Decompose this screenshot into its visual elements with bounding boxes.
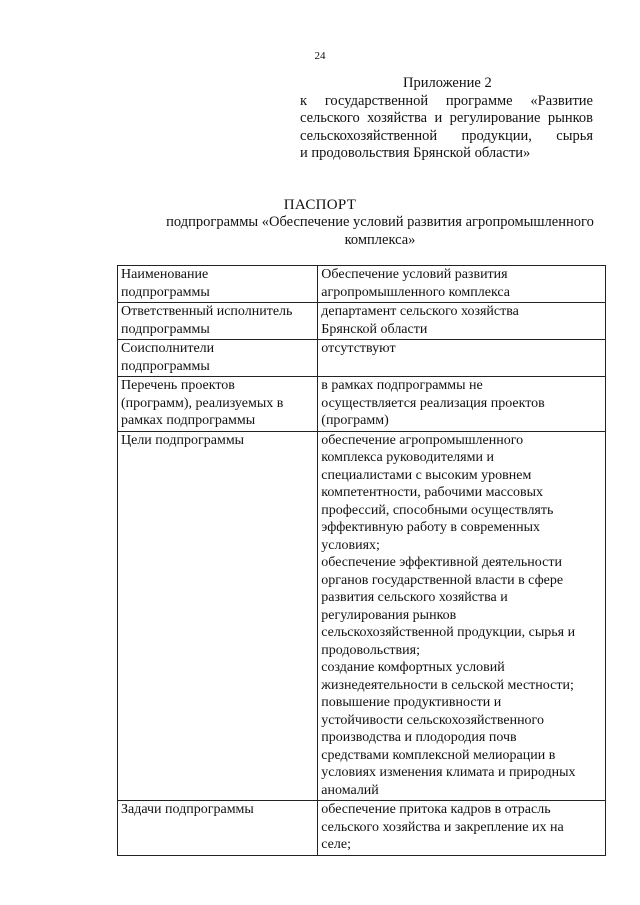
label-line: Цели подпрограммы: [121, 432, 245, 448]
table-row: [118, 340, 606, 377]
subtitle-line: комплекса»: [344, 232, 416, 248]
row-value-cell: [318, 377, 606, 432]
row-label-cell: [118, 303, 318, 340]
value-line: агропромышленного комплекса: [321, 284, 511, 300]
label-line: рамках подпрограммы: [121, 413, 256, 428]
row-label-cell: [118, 340, 318, 377]
passport-subtitle: [145, 213, 615, 249]
value-line: обеспечение эффективной деятельности: [321, 555, 562, 570]
value-line: продовольствия;: [321, 642, 420, 658]
value-line: жизнедеятельности в сельской местности;: [321, 677, 574, 693]
subtitle-line: подпрограммы «Обеспечение условий развития агропромышленного: [166, 214, 594, 230]
passport-title: ПАСПОРТ: [283, 197, 357, 213]
value-line: сельскохозяйственной продукции, сырья и: [321, 625, 576, 640]
value-line: устойчивости сельскохозяйственного: [321, 712, 544, 728]
value-line: средствами комплексной мелиорации в: [321, 747, 556, 763]
label-line: Соисполнители: [121, 341, 215, 356]
value-line: отсутствуют: [321, 341, 396, 356]
label-line: (программ), реализуемых в: [121, 395, 284, 411]
value-line: производства и плодородия почв: [321, 730, 517, 745]
row-value-cell: [318, 431, 606, 801]
value-line: (программ): [321, 413, 389, 428]
table-row: [118, 377, 606, 432]
value-line: создание комфортных условий: [321, 660, 505, 675]
label-line: Задачи подпрограммы: [121, 802, 254, 817]
appendix-line: к государственной программе «Развитие: [300, 92, 593, 109]
value-line: Обеспечение условий развития: [321, 267, 508, 282]
table-row: [118, 303, 606, 340]
value-line: сельского хозяйства и закрепление их на: [321, 819, 564, 835]
row-label-cell: [118, 431, 318, 801]
value-line: Брянской области: [321, 321, 428, 337]
row-label-cell: [118, 377, 318, 432]
value-line: профессий, способными осуществлять: [321, 502, 554, 518]
appendix-header: [300, 75, 593, 163]
page-bottom-margin: [0, 880, 640, 905]
value-line: осуществляется реализация проектов: [321, 395, 545, 411]
page-number: 24: [314, 50, 326, 62]
row-value-cell: [318, 266, 606, 303]
appendix-line: сельского хозяйства и регулирование рынков: [300, 110, 593, 126]
label-line: подпрограммы: [121, 358, 210, 374]
appendix-body: [300, 93, 593, 163]
label-line: подпрограммы: [121, 321, 210, 337]
passport-table-body: [118, 266, 606, 856]
value-line: регулирования рынков: [321, 607, 457, 623]
value-line: обеспечение притока кадров в отрасль: [321, 802, 551, 817]
value-line: условиях;: [321, 537, 380, 553]
appendix-line: сельскохозяйственной продукции, сырья: [300, 127, 593, 144]
row-value-cell: [318, 303, 606, 340]
value-line: аномалий: [321, 782, 379, 798]
label-line: подпрограммы: [121, 284, 210, 300]
table-row: [118, 801, 606, 856]
appendix-title: Приложение 2: [403, 75, 492, 91]
value-line: в рамках подпрограммы не: [321, 378, 483, 393]
table-row: [118, 266, 606, 303]
value-line: комплекса руководителями и: [321, 450, 494, 465]
label-line: Наименование: [121, 267, 209, 282]
value-line: условиях изменения климата и природных: [321, 765, 576, 780]
row-value-cell: [318, 801, 606, 856]
value-line: обеспечение агропромышленного: [321, 432, 524, 448]
row-label-cell: [118, 266, 318, 303]
label-line: Перечень проектов: [121, 378, 235, 393]
value-line: компетентности, рабочими массовых: [321, 485, 544, 500]
appendix-line: и продовольствия Брянской области»: [300, 145, 531, 161]
value-line: органов государственной власти в сфере: [321, 572, 564, 588]
value-line: департамент сельского хозяйства: [321, 304, 519, 319]
row-value-cell: [318, 340, 606, 377]
value-line: селе;: [321, 837, 351, 852]
value-line: специалистами с высоким уровнем: [321, 467, 532, 483]
passport-table: [117, 265, 606, 856]
label-line: Ответственный исполнитель: [121, 304, 293, 319]
value-line: эффективную работу в современных: [321, 520, 540, 535]
table-row: [118, 431, 606, 801]
value-line: повышение продуктивности и: [321, 695, 502, 710]
value-line: развития сельского хозяйства и: [321, 590, 508, 605]
row-label-cell: [118, 801, 318, 856]
